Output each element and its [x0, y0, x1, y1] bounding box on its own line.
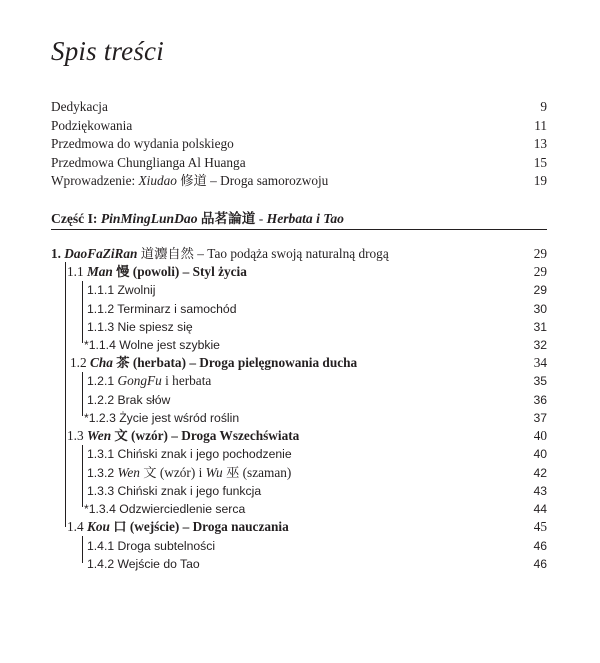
toc-label: 1.3.2 Wen 文 (wzór) i Wu 巫 (szaman) [87, 465, 292, 480]
toc-entry-huang-preface[interactable] [51, 154, 547, 172]
toc-page: 45 [533, 519, 547, 534]
toc-item-1-4-1[interactable] [87, 537, 547, 555]
toc-label: 1.1 Man 慢 (powoli) – Styl życia [67, 264, 247, 279]
toc-label: Podziękowania [51, 118, 133, 133]
toc-label: 1.3.3 Chiński znak i jego funkcja [87, 484, 262, 498]
toc-page: 19 [533, 173, 547, 188]
toc-page: 43 [533, 484, 547, 498]
toc-label: 1.2.1 GongFu i herbata [87, 373, 212, 388]
toc-page: 30 [533, 302, 547, 316]
toc-section-1-3[interactable] [67, 427, 547, 445]
toc-page: 29 [533, 283, 547, 297]
toc-page: 40 [533, 428, 547, 443]
toc-label: Wprowadzenie: Xiudao 修道 – Droga samorozwoju [51, 173, 329, 188]
toc-item-1-1-1[interactable] [87, 281, 547, 299]
toc-page: 29 [533, 246, 547, 261]
toc-item-1-1-2[interactable] [87, 300, 547, 318]
toc-label: 1.1.1 Zwolnij [87, 283, 156, 297]
tree-line-section-1-3 [82, 445, 83, 507]
toc-page: 32 [533, 338, 547, 352]
toc-section-1-1[interactable] [67, 263, 547, 281]
toc-page: 15 [533, 155, 547, 170]
toc-label: 1.3.1 Chiński znak i jego pochodzenie [87, 447, 292, 461]
toc-page: 13 [533, 136, 547, 151]
tree-line-section-1-4 [82, 536, 83, 563]
toc-label: 1.4.2 Wejście do Tao [87, 557, 200, 571]
toc-item-1-2-2[interactable] [87, 391, 547, 409]
toc-label: 1.2.2 Brak słów [87, 393, 171, 407]
toc-label: *1.1.4 Wolne jest szybkie [84, 338, 220, 352]
toc-page: 46 [533, 539, 547, 553]
toc-label: 1.4.1 Droga subtelności [87, 539, 216, 553]
toc-chapter-1[interactable] [51, 245, 547, 263]
toc-page: 35 [533, 374, 547, 388]
toc-item-1-1-3[interactable] [87, 318, 547, 336]
toc-item-1-3-3[interactable] [87, 482, 547, 500]
toc-page: 40 [533, 447, 547, 461]
toc-page: 11 [534, 118, 547, 133]
toc-label: 1.1.3 Nie spiesz się [87, 320, 193, 334]
tree-line-section-1-1 [82, 281, 83, 343]
part-heading[interactable]: Część I: PinMingLunDao 品茗論道 - Herbata i Tao [51, 211, 344, 226]
toc-entry-introduction[interactable] [51, 172, 547, 190]
toc-item-1-4-2[interactable] [87, 555, 547, 573]
toc-section-1-2[interactable] [70, 354, 547, 372]
toc-item-1-3-4[interactable] [84, 500, 547, 518]
toc-label: 1.4 Kou 口 (wejście) – Droga nauczania [67, 519, 289, 534]
toc-item-1-2-1[interactable] [87, 372, 547, 390]
toc-label: *1.2.3 Życie jest wśród roślin [84, 411, 240, 425]
toc-item-1-2-3[interactable] [84, 409, 547, 427]
toc-label: *1.3.4 Odzwierciedlenie serca [84, 502, 246, 516]
toc-section-1-4[interactable] [67, 518, 547, 536]
toc-item-1-1-4[interactable] [84, 336, 547, 354]
toc-label: Przedmowa do wydania polskiego [51, 136, 234, 151]
toc-page: 46 [533, 557, 547, 571]
tree-line-section-1-2 [82, 372, 83, 416]
toc-label: 1.1.2 Terminarz i samochód [87, 302, 237, 316]
toc-item-1-3-2[interactable] [87, 464, 547, 482]
toc-entry-polish-preface[interactable] [51, 135, 547, 153]
toc-page: 42 [533, 466, 547, 480]
toc-label: 1.3 Wen 文 (wzór) – Droga Wszechświata [67, 428, 300, 443]
tree-line-chapter [65, 262, 66, 527]
toc-label: 1.2 Cha 茶 (herbata) – Droga pielęgnowania ducha [70, 355, 358, 370]
toc-entry-acknowledgements[interactable] [51, 117, 547, 135]
toc-page: 34 [533, 355, 547, 370]
part-divider [51, 229, 547, 230]
toc-page: 44 [533, 502, 547, 516]
toc-page: 36 [533, 393, 547, 407]
toc-label: Przedmowa Chunglianga Al Huanga [51, 155, 246, 170]
toc-item-1-3-1[interactable] [87, 445, 547, 463]
toc-page: 29 [533, 264, 547, 279]
page-title: Spis treści [51, 36, 164, 66]
toc-entry-dedication[interactable] [51, 98, 547, 116]
toc-page: 31 [533, 320, 547, 334]
toc-page: 9 [540, 99, 547, 114]
toc-label: Dedykacja [51, 99, 108, 114]
toc-page: 37 [533, 411, 547, 425]
toc-label: 1. DaoFaZiRan 道灋自然 – Tao podąża swoją naturalną drogą [51, 246, 389, 261]
